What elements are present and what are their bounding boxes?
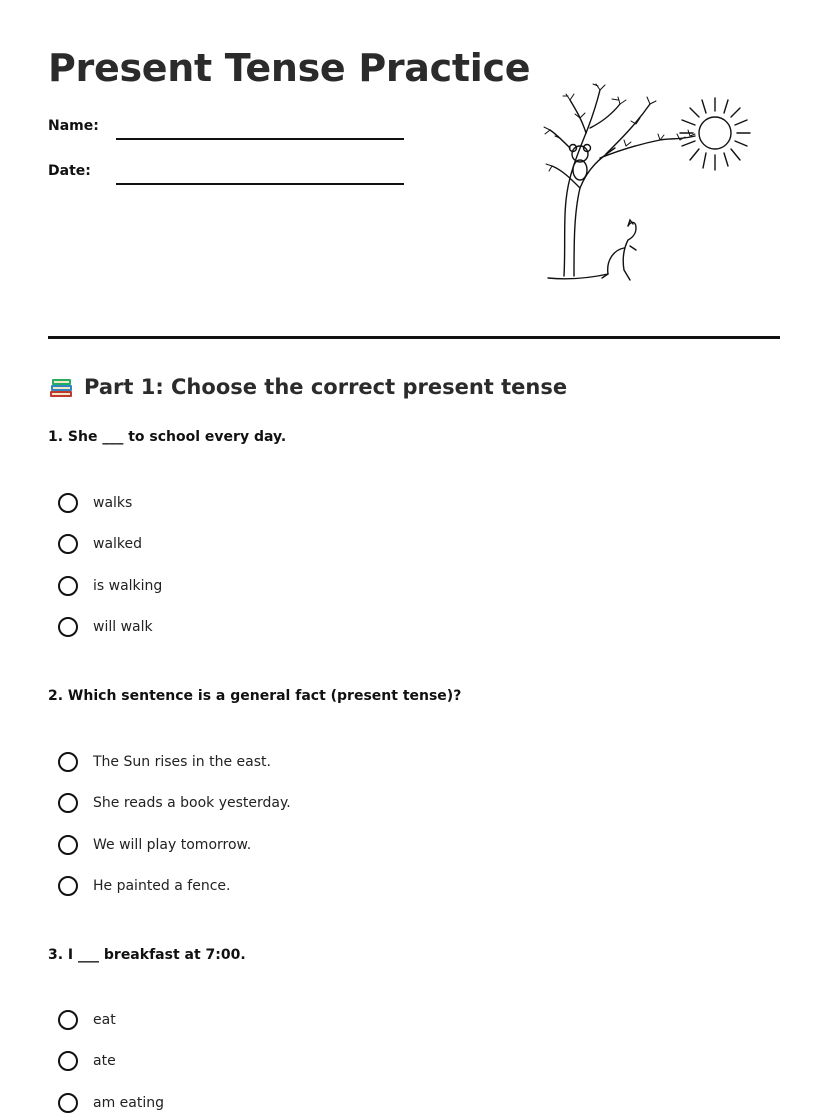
date-label: Date: [48,163,91,179]
question-2: 2. Which sentence is a general fact (present tense)? [48,688,462,704]
radio-button[interactable] [58,1093,78,1113]
radio-button[interactable] [58,835,78,855]
option-label: The Sun rises in the east. [93,754,271,770]
name-field[interactable] [116,138,404,140]
option-label: ate [93,1053,116,1069]
radio-button[interactable] [58,752,78,772]
option-label: walks [93,495,133,511]
page-title: Present Tense Practice [48,46,531,90]
date-field[interactable] [116,183,404,185]
option-label: am eating [93,1095,164,1111]
option-q2-c[interactable] [58,833,251,857]
books-icon [48,374,74,400]
radio-button[interactable] [58,493,78,513]
option-label: She reads a book yesterday. [93,795,291,811]
option-q1-a[interactable] [58,491,132,515]
kangaroo-icon [548,220,636,280]
tree-icon [544,84,695,276]
radio-button[interactable] [58,793,78,813]
option-q3-a[interactable] [58,1008,116,1032]
radio-button[interactable] [58,576,78,596]
option-q2-b[interactable] [58,791,291,815]
option-label: is walking [93,578,163,594]
radio-button[interactable] [58,876,78,896]
option-q1-d[interactable] [58,615,153,639]
option-label: walked [93,536,143,552]
question-3: 3. I ___ breakfast at 7:00. [48,947,246,963]
option-q1-c[interactable] [58,574,162,598]
radio-button[interactable] [58,1051,78,1071]
part1-title: Part 1: Choose the correct present tense [84,375,568,399]
option-q3-b[interactable] [58,1049,116,1073]
tree-koala-kangaroo-sun-icon [540,78,755,286]
option-label: will walk [93,619,153,635]
option-q1-b[interactable] [58,532,142,556]
radio-button[interactable] [58,1010,78,1030]
option-q3-c[interactable] [58,1091,164,1115]
name-label: Name: [48,118,99,134]
radio-button[interactable] [58,617,78,637]
option-q2-d[interactable] [58,874,230,898]
radio-button[interactable] [58,534,78,554]
section-divider [48,336,780,339]
option-label: He painted a fence. [93,878,231,894]
option-label: eat [93,1012,116,1028]
option-q2-a[interactable] [58,750,271,774]
option-label: We will play tomorrow. [93,837,252,853]
sun-icon [680,98,750,170]
question-1: 1. She ___ to school every day. [48,429,287,445]
part1-heading [48,374,567,400]
